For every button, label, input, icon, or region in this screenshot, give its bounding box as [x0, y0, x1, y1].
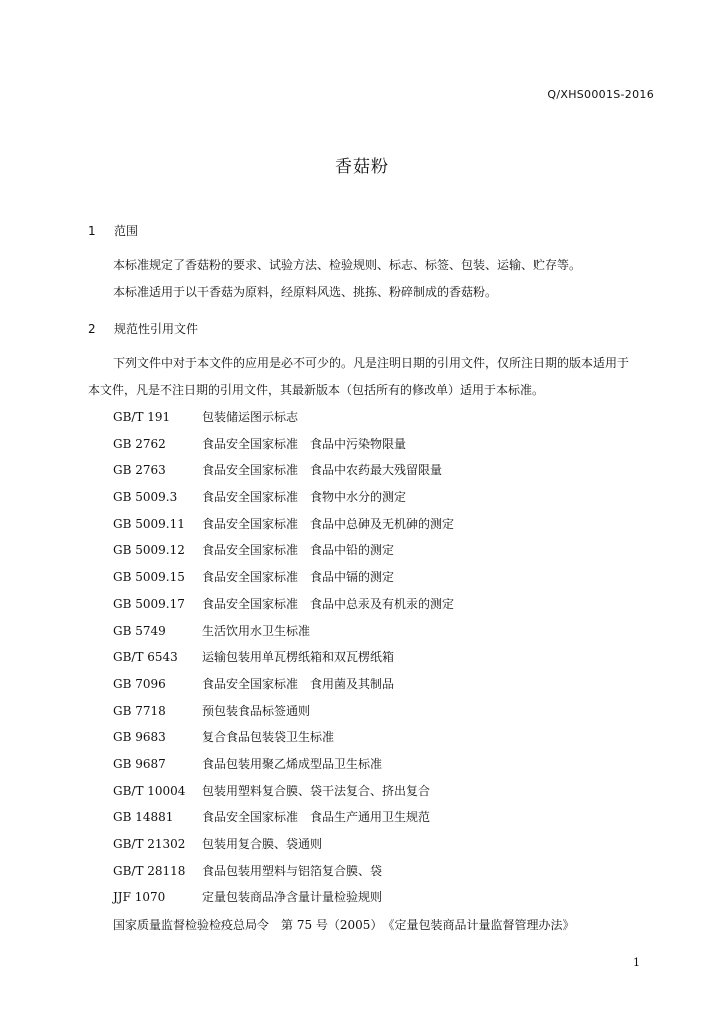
reference-code: GB 5749 [113, 623, 166, 638]
reference-title: 包装用复合膜、袋通则 [202, 837, 323, 851]
reference-item [113, 431, 673, 458]
reference-item [113, 724, 673, 751]
reference-code: GB 9683 [113, 730, 166, 745]
reference-code: GB 7096 [113, 676, 166, 691]
reference-item [113, 778, 673, 805]
reference-code: GB 2762 [113, 436, 166, 451]
reference-item [113, 804, 673, 831]
section-2-heading [88, 320, 198, 337]
reference-item [113, 751, 673, 778]
reference-code: GB/T 6543 [113, 650, 178, 665]
reference-code: GB 5009.15 [113, 570, 185, 585]
reference-code: GB 2763 [113, 463, 166, 478]
reference-title: 复合食品包装袋卫生标准 [202, 730, 335, 745]
section-2-number: 2 [88, 322, 96, 336]
reference-title: 食品安全国家标准 食物中水分的测定 [202, 490, 407, 505]
reference-title: 预包装食品标签通则 [202, 703, 311, 718]
reference-title: 食品包装用聚乙烯成型品卫生标准 [202, 756, 383, 771]
reference-item [113, 404, 673, 431]
reference-code: GB 5009.12 [113, 543, 185, 558]
reference-code: GB/T 28118 [113, 863, 186, 878]
reference-title: 食品安全国家标准 食品中总汞及有机汞的测定 [202, 596, 455, 611]
reference-code: GB 14881 [113, 810, 174, 825]
section-2-intro-line-2: 本文件，凡是不注日期的引用文件，其最新版本（包括所有的修改单）适用于本标准。 [88, 383, 545, 397]
reference-title: 定量包装商品净含量计量检验规则 [202, 890, 383, 905]
reference-item [113, 671, 673, 698]
reference-code: GB 7718 [113, 703, 166, 718]
reference-item [113, 858, 673, 885]
reference-code: GB 9687 [113, 756, 166, 771]
section-1-title: 范围 [114, 224, 139, 238]
reference-item [113, 511, 673, 538]
reference-item [113, 484, 673, 511]
section-1-paragraph: 本标准适用于以干香菇为原料，经原料风选、挑拣、粉碎制成的香菇粉。 [113, 285, 498, 299]
reference-item [113, 644, 673, 671]
reference-item [113, 698, 673, 725]
reference-title: 包装储运图示标志 [202, 410, 299, 424]
reference-item [113, 618, 673, 645]
reference-code: GB/T 21302 [113, 837, 186, 851]
reference-title: 运输包装用单瓦楞纸箱和双瓦楞纸箱 [202, 650, 395, 665]
document-title: 香菇粉 [335, 157, 389, 177]
section-2-title: 规范性引用文件 [114, 322, 199, 336]
reference-title: 食品安全国家标准 食品中农药最大残留限量 [202, 463, 443, 478]
reference-list [113, 404, 673, 911]
reference-item [113, 831, 673, 858]
reference-title: 生活饮用水卫生标准 [202, 623, 311, 638]
reference-title: 食品安全国家标准 食品中铅的测定 [202, 543, 395, 558]
reference-code: GB/T 191 [113, 410, 171, 424]
reference-code: GB 5009.3 [113, 490, 178, 505]
reference-title: 食品安全国家标准 食品中污染物限量 [202, 436, 407, 451]
reference-title: 包装用塑料复合膜、袋干法复合、挤出复合 [202, 783, 431, 798]
reference-item [113, 884, 673, 911]
reference-item [113, 537, 673, 564]
section-1-paragraph: 本标准规定了香菇粉的要求、试验方法、检验规则、标志、标签、包装、运输、贮存等。 [113, 258, 582, 272]
reference-title: 食品安全国家标准 食品中总砷及无机砷的测定 [202, 516, 455, 531]
reference-code: GB 5009.11 [113, 516, 185, 531]
regulation-reference: 国家质量监督检验检疫总局令 第 75 号（2005） 《定量包装商品计量监督管理办法》 [113, 918, 575, 932]
reference-code: GB 5009.17 [113, 596, 185, 611]
reference-title: 食品安全国家标准 食品生产通用卫生规范 [202, 810, 431, 825]
section-1-heading [88, 222, 138, 239]
page-number: 1 [633, 956, 640, 969]
reference-title: 食品安全国家标准 食用菌及其制品 [202, 676, 395, 691]
section-1-number: 1 [88, 224, 96, 238]
reference-item [113, 564, 673, 591]
reference-title: 食品安全国家标准 食品中镉的测定 [202, 570, 395, 585]
standard-code: Q/XHS0001S-2016 [547, 88, 654, 101]
reference-code: JJF 1070 [113, 890, 166, 905]
reference-code: GB/T 10004 [113, 783, 186, 798]
reference-item [113, 591, 673, 618]
section-2-intro-line-1: 下列文件中对于本文件的应用是必不可少的。凡是注明日期的引用文件，仅所注日期的版本适用于 [113, 356, 630, 370]
reference-item [113, 457, 673, 484]
reference-title: 食品包装用塑料与铝箔复合膜、袋 [202, 863, 383, 878]
